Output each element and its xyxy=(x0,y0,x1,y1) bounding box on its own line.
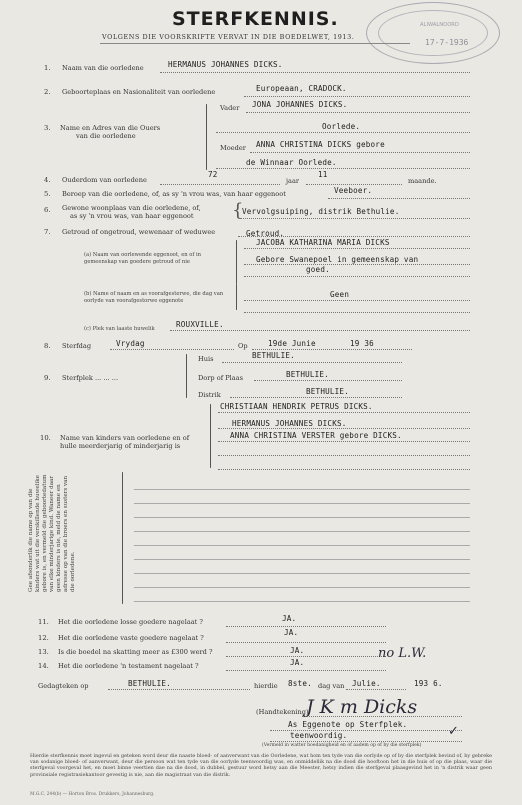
dotted-line xyxy=(108,689,250,690)
handwritten-note: no L.W. xyxy=(378,646,427,661)
document-title: STERFKENNIS. xyxy=(172,8,339,30)
label-children: Name van kinders van oorledene en of hulle meerderjarig of minderjarig is xyxy=(60,434,190,450)
item-number: 1. xyxy=(44,64,51,72)
item-number: 13. xyxy=(38,648,49,656)
dotted-line xyxy=(244,300,470,301)
stamp-text: ALIWALNOORD xyxy=(420,22,459,28)
item-number: 2. xyxy=(44,88,51,96)
value-death-date: 19de Junie xyxy=(268,339,316,348)
dotted-line xyxy=(218,428,470,429)
label-town: Dorp of Plaas xyxy=(198,374,244,382)
dotted-line xyxy=(346,689,406,690)
item-number: 14. xyxy=(38,662,49,670)
label-house: Huis xyxy=(198,355,214,363)
value-district: BETHULIE. xyxy=(306,387,349,396)
label-dated: Gedagteken op xyxy=(38,682,89,690)
blank-line xyxy=(134,517,470,518)
label-occupation: Beroep van die oorledene, of, as sy 'n vrou was, van haar eggenoot xyxy=(62,190,286,198)
dotted-line xyxy=(302,716,462,717)
label-this: hierdie xyxy=(254,682,278,690)
header-rule xyxy=(100,43,410,44)
dotted-line xyxy=(254,380,402,381)
dotted-line xyxy=(230,397,402,398)
item-number: 4. xyxy=(44,176,51,184)
dotted-line xyxy=(218,412,470,413)
dotted-line xyxy=(218,455,470,456)
brace xyxy=(210,404,211,468)
label-signature: (Handtekening) xyxy=(256,708,309,716)
value-residence: Vervolgsuiping, distrik Bethulie. xyxy=(242,207,400,216)
value-estate-value: JA. xyxy=(290,646,305,655)
item-number: 3. xyxy=(44,124,51,132)
label-district: Distrik xyxy=(198,391,221,399)
label-parents-b: van die oorledene xyxy=(76,132,136,140)
label-marital: Getroud of ongetroud, wewenaar of weduwee xyxy=(62,228,216,236)
blank-line xyxy=(134,601,470,602)
brace xyxy=(122,472,123,604)
check-mark-icon: ✓ xyxy=(448,724,459,739)
dotted-line xyxy=(170,330,470,331)
value-occupation: Veeboer. xyxy=(334,186,373,195)
value-house: BETHULIE. xyxy=(252,351,295,360)
dotted-line xyxy=(226,670,386,671)
label-spouse: (a) Naam van oorlewende eggenoot, en of in gemeenskap van goedere getroud of nie xyxy=(84,252,201,265)
value-death-year: 19 36 xyxy=(350,339,374,348)
blank-line xyxy=(134,489,470,490)
value-father: JONA JOHANNES DICKS. xyxy=(252,100,348,109)
value-last-marriage: ROUXVILLE. xyxy=(176,320,224,329)
child-3: ANNA CHRISTINA VERSTER gebore DICKS. xyxy=(230,431,402,440)
value-role-1: As Eggenote op Sterfplek. xyxy=(288,720,408,729)
item-number: 6. xyxy=(44,206,51,214)
brace xyxy=(236,240,237,284)
value-age-years: 72 xyxy=(208,170,218,179)
label-immovable: Het die oorledene vaste goedere nagelaat ? xyxy=(58,634,204,642)
item-number: 9. xyxy=(44,374,51,382)
instructions-notice: Hierdie sterfkennis moet ingevul en geteken word deur die naaste bloed- of aanverwant van die Oorledene, wat hom ten tyde van die oorlyde op of by die sterfplek bevind of, by gebreke van sodanige bloed- of aanverwant, deur die persoon wat ten tyde van die oorlyde teenwoordig was, en onmiddellik na die dood die hooftoon het in die huis of op die plaas, waar die sterfgeval voorgeval het, en moet binne veertien dae na die dood, in dubbel, gestuur word hetsy aan die Meester, hetsy indien die sterfgeval plaasgevind het in 'n distrik waar geen provinsiale registrasiekantoor gevestig is nie, aan die magistraat van die distrik. xyxy=(30,753,492,778)
label-death-day: Sterfdag xyxy=(62,342,92,350)
value-dated-place: BETHULIE. xyxy=(128,679,171,688)
value-role-2: teenwoordig. xyxy=(290,731,348,740)
label-name: Naam van die oorledene xyxy=(62,64,144,72)
brace xyxy=(236,284,237,310)
label-day-of: dag van xyxy=(318,682,345,690)
dotted-line xyxy=(226,626,386,627)
blank-line xyxy=(134,559,470,560)
dotted-line xyxy=(250,152,470,153)
label-last-marriage: (c) Plek van laaste huwelik xyxy=(84,326,155,332)
printer-imprint: M.G.C. 244(b) — Horton Bros. Drukkers, Johannesburg. xyxy=(30,792,155,797)
dotted-line xyxy=(252,349,412,350)
brace xyxy=(186,354,187,398)
label-months: maande. xyxy=(408,177,437,185)
dotted-line xyxy=(160,72,470,73)
dotted-line xyxy=(270,741,462,742)
label-age: Ouderdom van oorledene xyxy=(62,176,147,184)
dotted-line xyxy=(226,642,386,643)
label-death-place: Sterfplek ... ... ... xyxy=(62,374,119,382)
value-town: BETHULIE. xyxy=(286,370,329,379)
child-2: HERMANUS JOHANNES DICKS. xyxy=(232,419,347,428)
value-testament: JA. xyxy=(290,658,305,667)
dotted-line xyxy=(244,96,470,97)
dotted-line xyxy=(110,349,234,350)
value-name: HERMANUS JOHANNES DICKS. xyxy=(168,60,283,69)
value-weekday: Vrydag xyxy=(116,339,145,348)
value-prior-spouse: Geen xyxy=(330,290,350,299)
stamp-inner-ring xyxy=(378,10,488,56)
value-birthplace: Europeaan, CRADOCK. xyxy=(256,84,347,93)
dotted-line xyxy=(306,184,402,185)
item-number: 12. xyxy=(38,634,49,642)
side-note: Gee afsonderlik die name op van die kinders wat uit die verskillende huwelike gebore is, en vermeld die geboortedatum van elke minderjarige kind. Waneer daar geen kinders is nie, meld die name en adresse op van die broers en susters van die oorledene. xyxy=(28,474,76,592)
value-mother-address: de Winnaar Oorlede. xyxy=(246,158,337,167)
label-estate-value: Is die boedel na skatting meer as £300 werd ? xyxy=(58,648,213,656)
value-spouse-2: Gebore Swanepoel in gemeenskap van xyxy=(256,255,419,264)
child-1: CHRISTIAAN HENDRIK PETRUS DICKS. xyxy=(220,402,373,411)
dotted-line xyxy=(216,132,470,133)
label-testament: Het die oorledene 'n testament nagelaat ? xyxy=(58,662,199,670)
label-birthplace: Geboorteplaas en Nasionaliteit van oorledene xyxy=(62,88,216,96)
document-subtitle: VOLGENS DIE VOORSKRIFTE VERVAT IN DIE BOEDELWET, 1913. xyxy=(102,33,355,41)
label-years: jaar xyxy=(286,177,300,185)
dotted-line xyxy=(218,469,470,470)
blank-line xyxy=(134,573,470,574)
dotted-line xyxy=(244,312,470,313)
value-immovable: JA. xyxy=(284,628,299,637)
value-mother: ANNA CHRISTINA DICKS gebore xyxy=(256,140,385,149)
dotted-line xyxy=(244,264,470,265)
dotted-line xyxy=(216,168,470,169)
dotted-line xyxy=(246,112,470,113)
label-on: Op xyxy=(238,342,248,350)
label-movable: Het die oorledene losse goedere nagelaat ? xyxy=(58,618,203,626)
dotted-line xyxy=(226,656,386,657)
dotted-line xyxy=(244,276,470,277)
value-marital: Getroud. xyxy=(246,229,285,238)
value-age-months: 11 xyxy=(318,170,328,179)
label-residence-a: Gewone woonplaas van die oorledene, of, xyxy=(62,204,201,212)
dotted-line xyxy=(218,441,470,442)
brace-glyph: { xyxy=(232,200,244,221)
item-number: 8. xyxy=(44,342,51,350)
value-spouse-1: JACOBA KATHARINA MARIA DICKS xyxy=(256,238,390,247)
dotted-line xyxy=(222,362,402,363)
label-parents-a: Name en Adres van die Ouers xyxy=(60,124,161,132)
item-number: 7. xyxy=(44,228,51,236)
value-year: 193 6. xyxy=(414,679,443,688)
blank-line xyxy=(134,503,470,504)
dotted-line xyxy=(240,218,470,219)
blank-line xyxy=(134,545,470,546)
value-month: Julie. xyxy=(352,679,381,688)
label-residence-b: as sy 'n vrou was, van haar eggenoot xyxy=(70,212,194,220)
item-number: 10. xyxy=(40,434,51,442)
value-father-address: Oorlede. xyxy=(322,122,361,131)
value-spouse-3: goed. xyxy=(306,265,330,274)
dotted-line xyxy=(160,184,280,185)
value-movable: JA. xyxy=(282,614,297,623)
brace xyxy=(206,104,207,170)
dotted-line xyxy=(328,198,470,199)
blank-line xyxy=(134,531,470,532)
label-father: Vader xyxy=(220,104,240,112)
item-number: 5. xyxy=(44,190,51,198)
blank-line xyxy=(134,587,470,588)
label-prior-spouse: (b) Name of naam en as voorafgesterwe, die dag van oorlyde van voorafgestorwe eggenote xyxy=(84,291,224,304)
value-day: 8ste. xyxy=(288,679,312,688)
dotted-line xyxy=(244,248,470,249)
handwritten-signature: J K m Dicks xyxy=(306,696,418,718)
role-note: (Vermeld in watter hoedanigheid en of aadem op of by die sterfplek) xyxy=(262,743,422,748)
item-number: 11. xyxy=(38,618,49,626)
stamp-date: 17-7-1936 xyxy=(425,38,469,47)
label-mother: Moeder xyxy=(220,144,246,152)
